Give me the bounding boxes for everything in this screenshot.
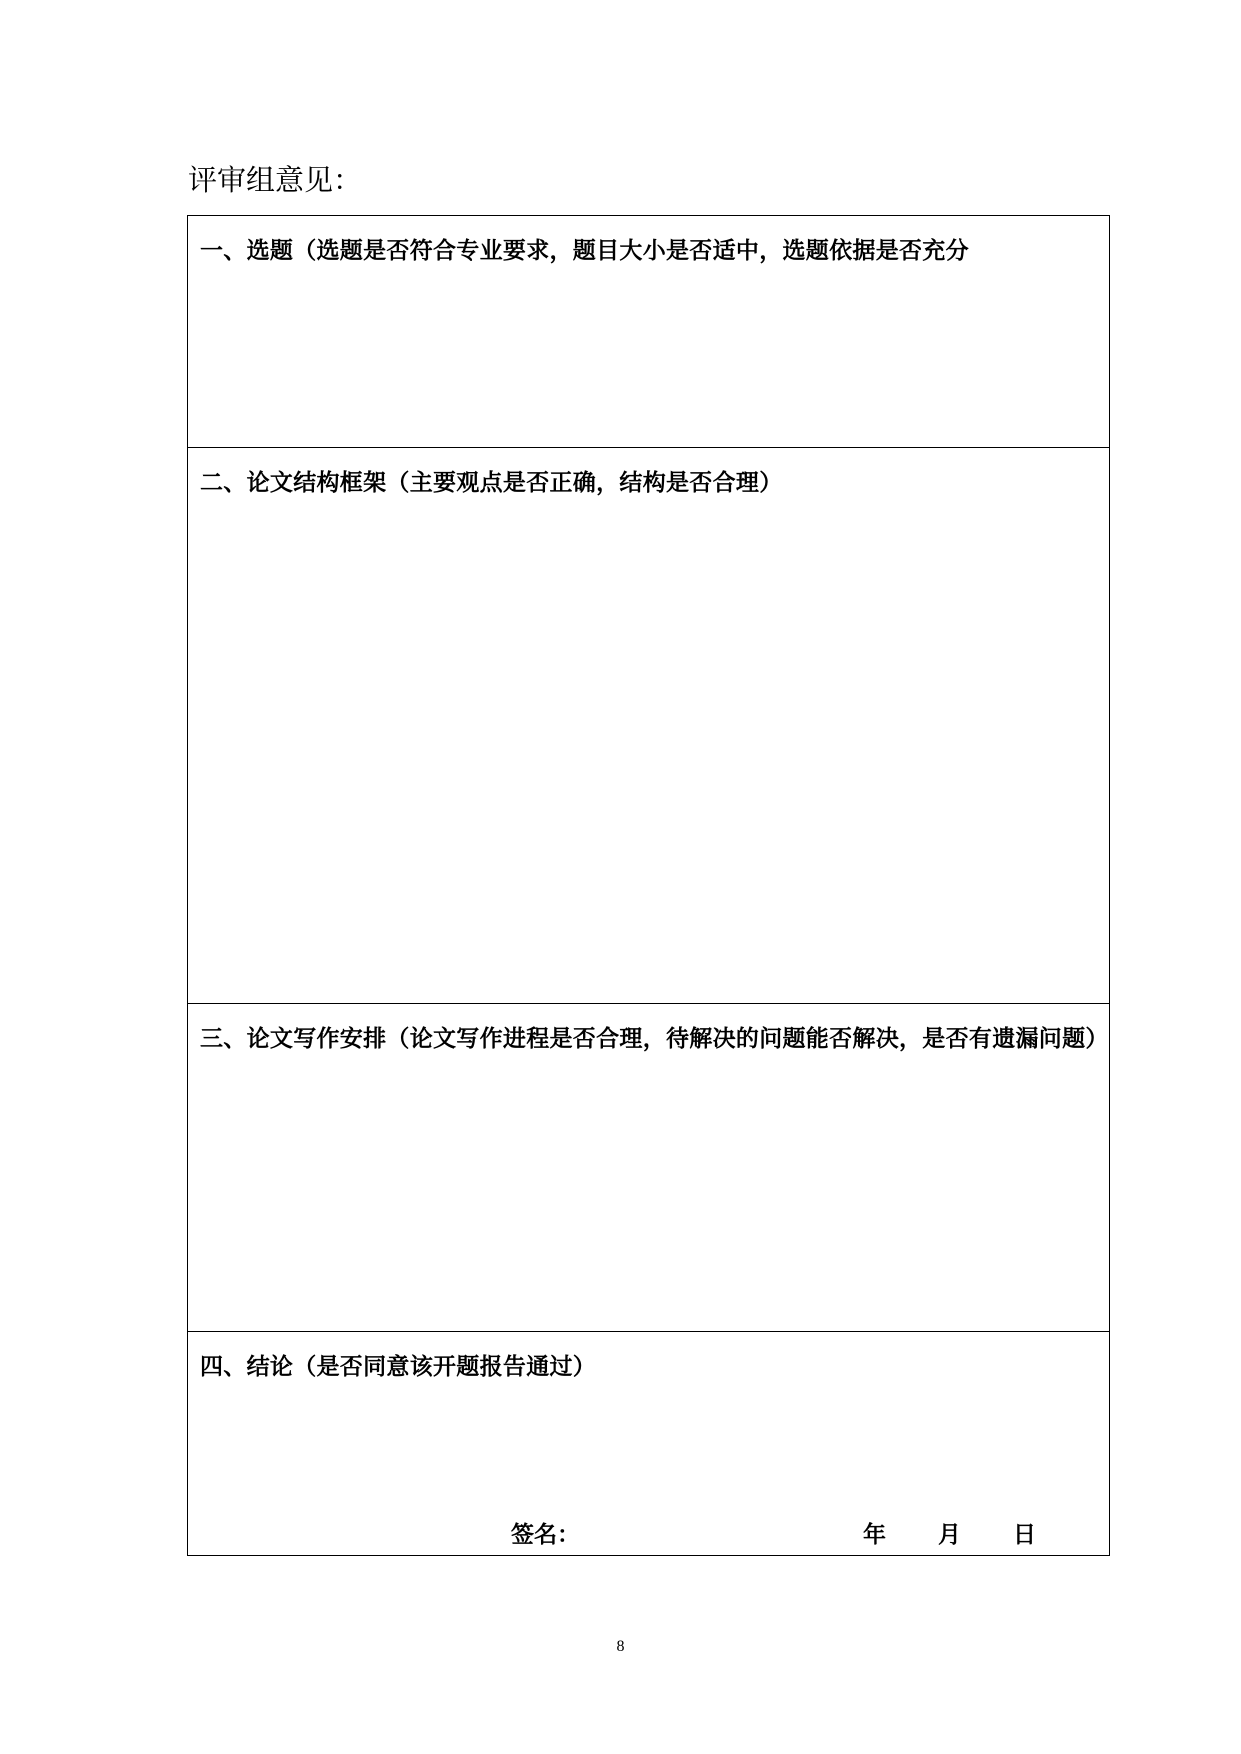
- date-day-label: 日: [1013, 1521, 1036, 1548]
- section-label-structure: 二、论文结构框架（主要观点是否正确，结构是否合理）: [200, 469, 783, 496]
- date-month-label: 月: [938, 1521, 961, 1548]
- section-label-topic: 一、选题（选题是否符合专业要求，题目大小是否适中，选题依据是否充分: [200, 237, 969, 264]
- section-label-conclusion: 四、结论（是否同意该开题报告通过）: [200, 1353, 597, 1380]
- page-title: 评审组意见：: [188, 163, 363, 197]
- review-opinion-table: [187, 215, 1110, 1556]
- section-label-schedule: 三、论文写作安排（论文写作进程是否合理，待解决的问题能否解决，是否有遗漏问题）: [200, 1025, 1109, 1052]
- section-thesis-structure: [188, 447, 1109, 1003]
- page-number: 8: [616, 1638, 625, 1655]
- section-writing-schedule: [188, 1003, 1109, 1331]
- section-conclusion: [188, 1331, 1109, 1555]
- signature-label: 签名：: [511, 1521, 580, 1548]
- section-topic-selection: [188, 216, 1109, 447]
- signature-line: [188, 1517, 1109, 1553]
- date-year-label: 年: [863, 1521, 886, 1548]
